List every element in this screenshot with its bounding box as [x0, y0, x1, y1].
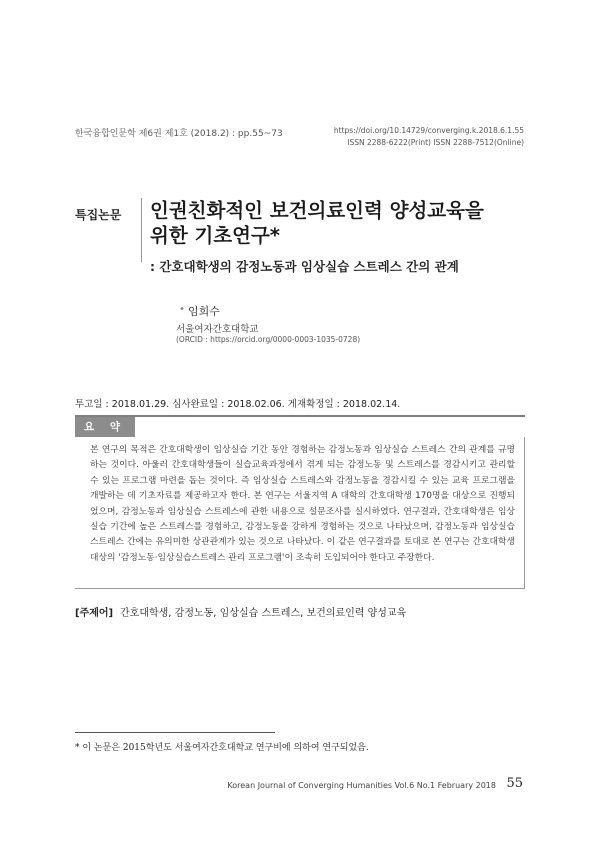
- doi-issn-block: [334, 125, 524, 149]
- section-tag: 특집논문: [75, 208, 122, 222]
- footnote-rule: [75, 732, 275, 733]
- issn-text: ISSN 2288-6222(Print) ISSN 2288-7512(Online): [347, 138, 524, 147]
- paper-subtitle: : 간호대학생의 감정노동과 임상실습 스트레스 간의 관계: [150, 259, 459, 274]
- footnote-text: * 이 논문은 2015학년도 서울여자간호대학교 연구비에 의하여 연구되었음.: [75, 743, 369, 753]
- author-affiliation: 서울여자간호대학교: [176, 324, 259, 335]
- footer-journal: Korean Journal of Converging Humanities Vol.6 No.1 February 2018: [227, 781, 496, 790]
- page-number: 55: [506, 776, 523, 791]
- submission-dates: 투고일 : 2018.01.29. 심사완료일 : 2018.02.06. 게재확정일 : 2018.02.14.: [75, 399, 401, 410]
- abstract-text: 본 연구의 목적은 간호대학생이 임상실습 기간 동안 경험하는 감정노동과 임상실습 스트레스 간의 관계를 규명하는 것이다. 아울러 간호대학생들이 실습교육과정에서 겪게 되는 감정노동 및 스트레스를 경감시키고 관리할 수 있는 프로그램 마련을 돕는 것이다. 즉 임상실습 스트레스와 감정노동을 경감시킬 수 있는 교육 프로그램을 개발하는 데 기초자료를 제공하고자 한다. 본 연구는 서울지역 A 대학의 간호대학생 170명을 대상으로 진행되었으며, 감정노동과 임상실습 스트레스에 관한 내용으로 설문조사를 실시하였다. 연구결과, 간호대학생은 임상실습 기간에 높은 스트레스를 경험하고, 감정노동을 강하게 경험하는 것으로 나타났으며, 감정노동과 임상실습 스트레스 간에는 유의미한 상관관계가 있는 것으로 나타났다. 이 같은 연구결과를 토대로 본 연구는 간호대학생 대상의 '감정노동·임상실습스트레스 관리 프로그램'이 조속히 도입되어야 한다고 주장한다.: [90, 445, 515, 563]
- paper-title: [150, 198, 550, 248]
- author-name: 임희수: [188, 305, 220, 318]
- author-bullet: •: [179, 304, 185, 315]
- title-line-2: 위한 기초연구*: [150, 224, 281, 247]
- title-line-1: 인권친화적인 보건의료인력 양성교육을: [150, 199, 484, 222]
- abstract-label: 요 약: [75, 417, 135, 437]
- journal-citation: 한국융합인문학 제6권 제1호 (2018.2) : pp.55~73: [75, 129, 283, 139]
- keywords-label: [주제어]: [75, 608, 114, 619]
- title-divider: [141, 198, 142, 262]
- doi-link[interactable]: https://doi.org/10.14729/converging.k.2018.6.1.55: [333, 126, 524, 135]
- abstract-top-rule: [75, 415, 525, 417]
- keywords-text: 간호대학생, 감정노동, 임상실습 스트레스, 보건의료인력 양성교육: [120, 608, 407, 619]
- author-orcid[interactable]: (ORCID : https://orcid.org/0000-0003-1035-0728): [176, 335, 361, 344]
